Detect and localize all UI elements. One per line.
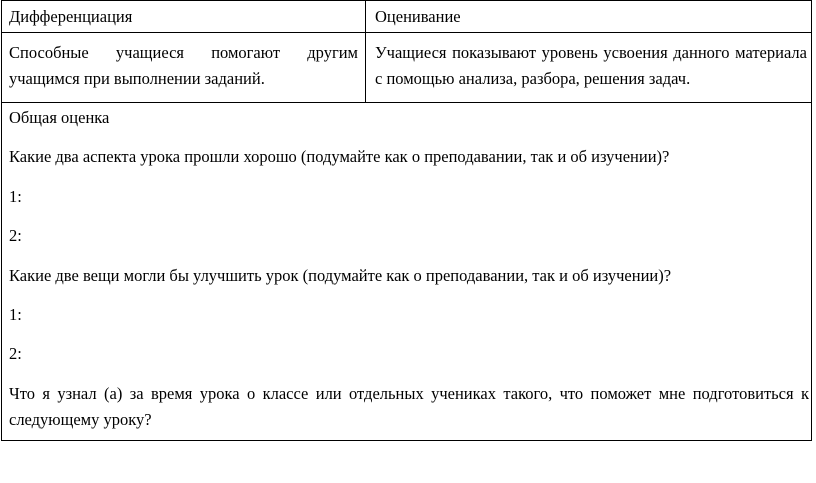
summary-title: Общая оценка — [9, 108, 110, 127]
question-what-went-well: Какие два аспекта урока прошли хорошо (подумайте как о преподавании, так и об изучении)? — [9, 147, 670, 166]
question-improvements: Какие две вещи могли бы улучшить урок (подумайте как о преподавании, так и об изучении)? — [9, 266, 672, 285]
header-differentiation: Дифференциация — [9, 7, 133, 26]
lesson-table — [1, 0, 812, 441]
answer-2-went-well: 2: — [9, 226, 22, 245]
header-assessment: Оценивание — [375, 7, 461, 26]
header-divider — [2, 32, 811, 33]
question-what-i-learned: Что я узнал (а) за время урока о классе или отдельных учениках такого, что поможет мне подготовиться к следующему уроку? — [9, 384, 809, 429]
differentiation-text: Способные учащиеся помогают другим учащимся при выполнении заданий. — [9, 43, 358, 88]
row-divider — [2, 102, 811, 103]
answer-2-improvements: 2: — [9, 344, 22, 363]
assessment-text: Учащиеся показывают уровень усвоения данного материала с помощью анализа, разбора, решения задач. — [375, 43, 807, 88]
answer-1-improvements: 1: — [9, 305, 22, 324]
column-divider — [365, 1, 366, 102]
answer-1-went-well: 1: — [9, 187, 22, 206]
